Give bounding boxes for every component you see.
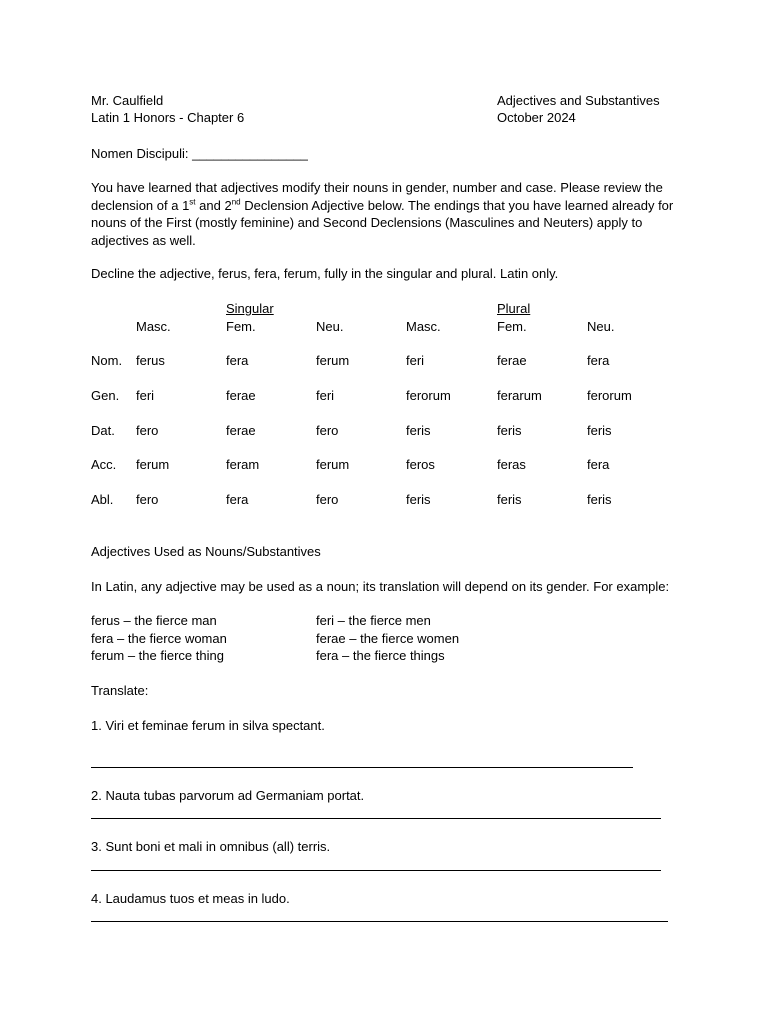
form-cell: fera [587, 353, 610, 368]
form-cell: fero [136, 492, 159, 507]
form-cell: ferum [316, 457, 350, 472]
answer-line[interactable] [91, 870, 661, 871]
intro-sup-1: st [189, 197, 196, 207]
form-cell: feras [497, 457, 526, 472]
form-cell: ferus [136, 353, 165, 368]
example-singular: ferus – the fierce man [91, 613, 217, 628]
worksheet-date: October 2024 [497, 110, 576, 125]
intro-sup-2: nd [231, 197, 241, 207]
form-cell: fero [316, 492, 339, 507]
intro-part-1: You have learned that adjectives modify their nouns in gender, number and case. Please review the declension of a 1 [91, 180, 663, 213]
decline-instruction: Decline the adjective, ferus, fera, ferum, fully in the singular and plural. Latin only. [91, 266, 559, 281]
form-cell: feri [136, 388, 155, 403]
student-name-line[interactable]: Nomen Discipuli: ________________ [91, 146, 308, 161]
form-cell: fero [136, 423, 159, 438]
course-title: Latin 1 Honors - Chapter 6 [91, 110, 245, 125]
example-plural: ferae – the fierce women [316, 631, 460, 646]
intro-part-3: Declension Adjective below. The endings that you have learned already for nouns of the First (mostly feminine) and Second Declensions (Masculines and Neuters) apply to adjectives as well. [91, 197, 674, 248]
form-cell: ferae [497, 353, 527, 368]
form-cell: ferorum [587, 388, 632, 403]
form-cell: feris [406, 492, 431, 507]
example-singular: ferum – the fierce thing [91, 648, 224, 663]
form-cell: ferarum [497, 388, 542, 403]
form-cell: fera [587, 457, 610, 472]
translation-item: 2. Nauta tubas parvorum ad Germaniam portat. [91, 788, 365, 803]
column-header: Masc. [406, 319, 441, 334]
answer-line[interactable] [91, 921, 668, 922]
form-cell: fera [226, 353, 249, 368]
column-header: Fem. [497, 319, 527, 334]
form-cell: feros [406, 457, 435, 472]
translate-label: Translate: [91, 683, 149, 698]
case-label: Acc. [91, 457, 117, 472]
column-header: Fem. [226, 319, 256, 334]
answer-line[interactable] [91, 767, 633, 768]
intro-paragraph [91, 179, 681, 249]
singular-heading: Singular [226, 301, 274, 316]
column-header: Neu. [316, 319, 344, 334]
form-cell: feram [226, 457, 260, 472]
example-plural: feri – the fierce men [316, 613, 431, 628]
form-cell: feri [406, 353, 425, 368]
example-plural: fera – the fierce things [316, 648, 445, 663]
answer-line[interactable] [91, 818, 661, 819]
form-cell: feri [316, 388, 335, 403]
substantives-text: In Latin, any adjective may be used as a noun; its translation will depend on its gender. For example: [91, 579, 670, 594]
worksheet-topic: Adjectives and Substantives [497, 93, 660, 108]
form-cell: feris [587, 423, 612, 438]
case-label: Nom. [91, 353, 123, 368]
form-cell: ferum [136, 457, 170, 472]
column-header: Masc. [136, 319, 171, 334]
case-label: Gen. [91, 388, 120, 403]
plural-heading: Plural [497, 301, 531, 316]
form-cell: ferae [226, 388, 256, 403]
case-label: Dat. [91, 423, 115, 438]
translation-item: 4. Laudamus tuos et meas in ludo. [91, 891, 290, 906]
case-label: Abl. [91, 492, 114, 507]
form-cell: fera [226, 492, 249, 507]
form-cell: feris [497, 423, 522, 438]
translation-item: 3. Sunt boni et mali in omnibus (all) terris. [91, 839, 331, 854]
intro-part-2: and 2 [195, 197, 232, 213]
form-cell: fero [316, 423, 339, 438]
substantives-heading: Adjectives Used as Nouns/Substantives [91, 544, 321, 559]
teacher-name: Mr. Caulfield [91, 93, 164, 108]
form-cell: feris [497, 492, 522, 507]
example-singular: fera – the fierce woman [91, 631, 227, 646]
column-header: Neu. [587, 319, 615, 334]
form-cell: ferae [226, 423, 256, 438]
form-cell: ferum [316, 353, 350, 368]
translation-item: 1. Viri et feminae ferum in silva spectant. [91, 718, 325, 733]
form-cell: ferorum [406, 388, 451, 403]
form-cell: feris [587, 492, 612, 507]
form-cell: feris [406, 423, 431, 438]
